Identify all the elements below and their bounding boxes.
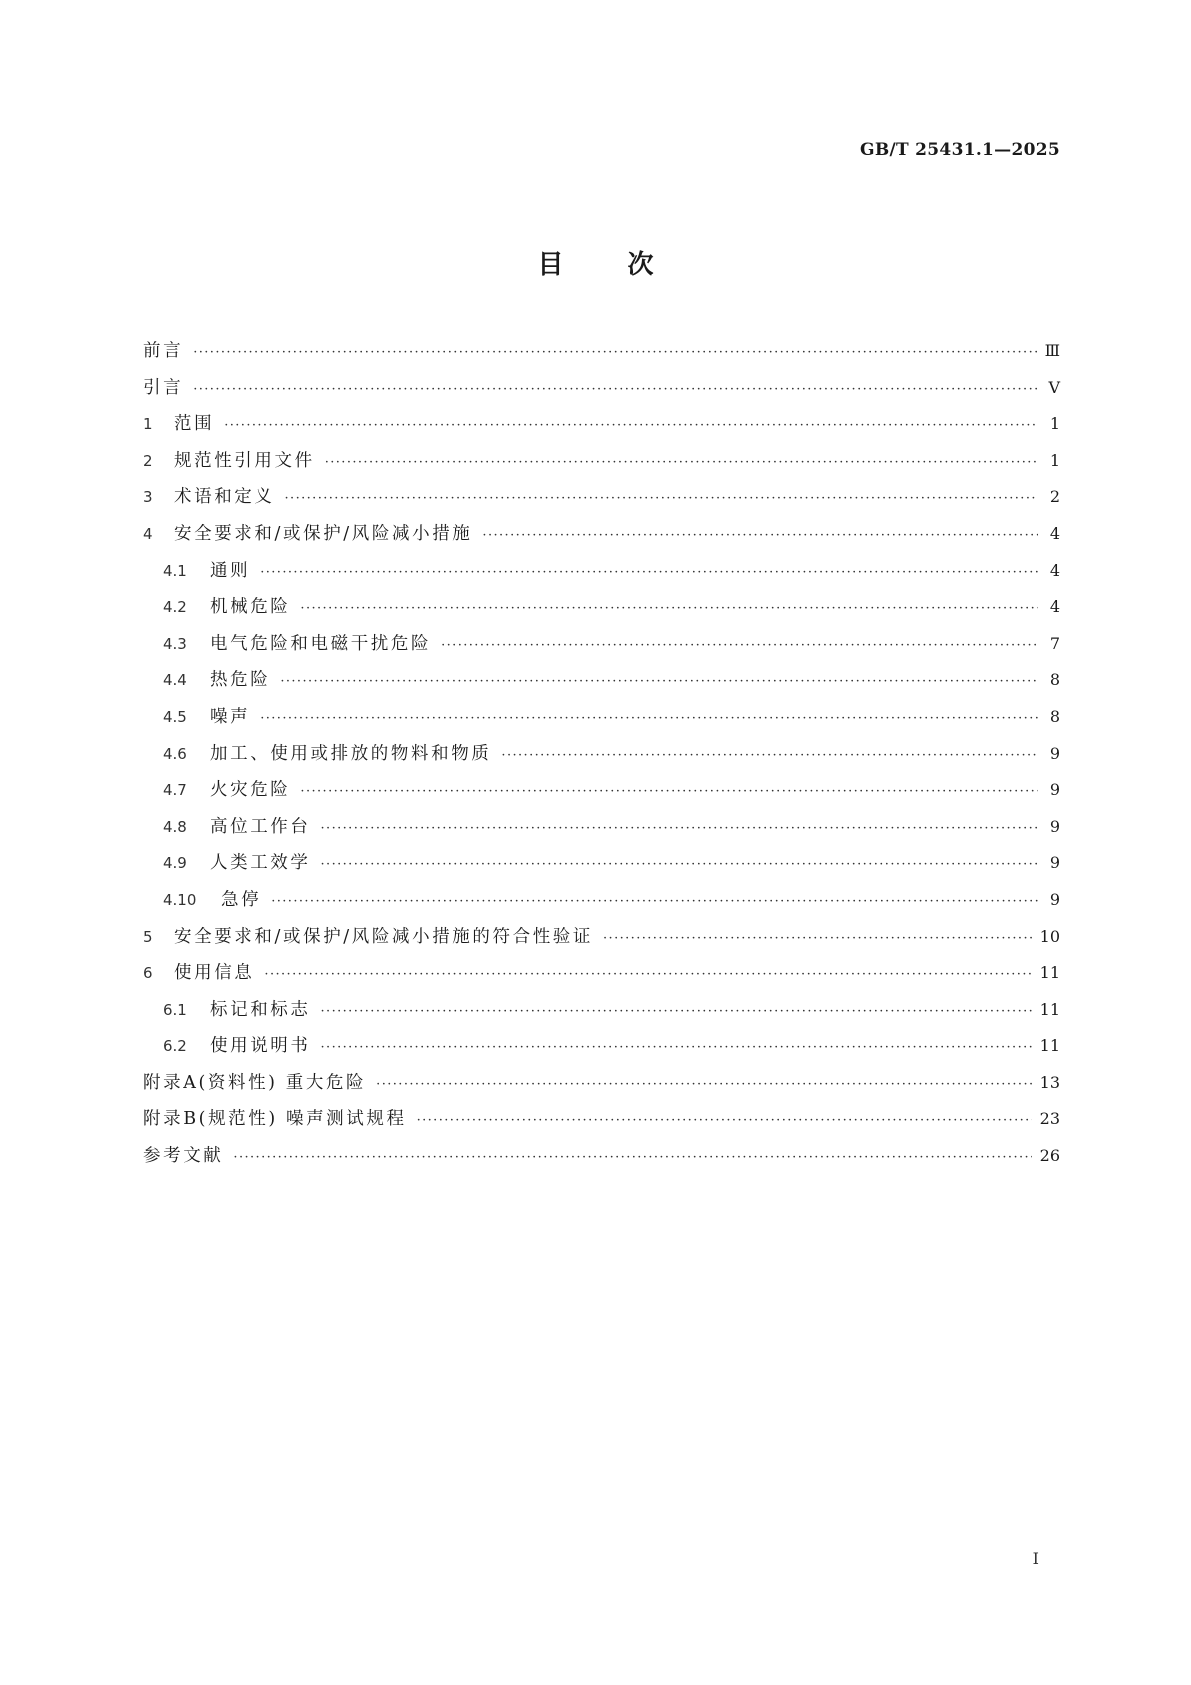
toc-entry[interactable] <box>143 520 1060 557</box>
toc-entry-label: 火灾危险 <box>210 780 291 801</box>
toc-leader-dots <box>482 528 1038 543</box>
toc-entry[interactable] <box>143 849 1060 886</box>
toc-entry-page: 4 <box>1049 560 1060 580</box>
toc-entry-page: 26 <box>1039 1146 1060 1166</box>
toc-entry[interactable] <box>143 593 1060 630</box>
toc-entry-number: 4.8 <box>163 817 187 836</box>
toc-entry-label: 加工、使用或排放的物料和物质 <box>210 743 492 764</box>
toc-entry-page: 4 <box>1049 597 1060 617</box>
toc-entry-label: 规范性引用文件 <box>174 450 315 471</box>
toc-entry[interactable] <box>143 813 1060 850</box>
toc-leader-dots <box>260 711 1038 726</box>
toc-entry-page: 11 <box>1039 1036 1060 1056</box>
toc-entry-number: 4.2 <box>163 598 187 617</box>
table-of-contents <box>143 337 1060 1179</box>
toc-leader-dots <box>300 601 1038 616</box>
standard-number: GB/T 25431.1—2025 <box>860 140 1060 160</box>
toc-leader-dots <box>280 674 1038 689</box>
toc-leader-dots <box>376 1077 1031 1092</box>
toc-entry-number: 4 <box>143 524 153 543</box>
toc-entry-page: Ⅴ <box>1048 377 1060 397</box>
toc-entry-page: 11 <box>1039 999 1060 1019</box>
toc-entry-page: 9 <box>1049 889 1060 909</box>
toc-entry-label: 使用说明书 <box>210 1036 311 1057</box>
toc-entry-number: 4.4 <box>163 671 187 690</box>
toc-entry[interactable] <box>143 447 1060 484</box>
toc-entry-label: 术语和定义 <box>174 487 275 508</box>
toc-entry-page: Ⅲ <box>1044 341 1060 360</box>
page-number: Ⅰ <box>1032 1549 1039 1568</box>
toc-entry-page: 2 <box>1049 487 1060 507</box>
toc-entry-page: 7 <box>1049 633 1060 653</box>
toc-entry-page: 8 <box>1049 670 1060 690</box>
toc-entry-number: 5 <box>143 927 153 946</box>
toc-entry-label: 机械危险 <box>210 597 291 618</box>
toc-entry[interactable] <box>143 1069 1060 1106</box>
toc-entry-number: 4.9 <box>163 854 187 873</box>
toc-entry-number: 4.10 <box>163 890 197 909</box>
toc-entry-page: 8 <box>1049 706 1060 726</box>
toc-entry[interactable] <box>143 410 1060 447</box>
toc-leader-dots <box>233 1150 1031 1165</box>
toc-entry[interactable] <box>143 776 1060 813</box>
toc-entry-number: 1 <box>143 415 153 434</box>
toc-entry[interactable] <box>143 740 1060 777</box>
toc-entry-label: 急停 <box>221 889 262 910</box>
toc-entry-number: 6 <box>143 964 153 983</box>
toc-entry[interactable] <box>143 337 1060 374</box>
toc-entry[interactable] <box>143 1142 1060 1179</box>
toc-entry-label: 人类工效学 <box>210 853 311 874</box>
toc-leader-dots <box>325 455 1038 470</box>
toc-entry-number: 4.1 <box>163 561 187 580</box>
toc-entry-page: 9 <box>1049 853 1060 873</box>
toc-entry-number: 2 <box>143 451 153 470</box>
toc-entry[interactable] <box>143 374 1060 411</box>
page-title: 目次 <box>537 250 718 280</box>
toc-entry-label: 标记和标志 <box>210 999 311 1020</box>
toc-entry-number: 4.3 <box>163 634 187 653</box>
toc-entry-page: 9 <box>1049 743 1060 763</box>
toc-entry-page: 4 <box>1049 523 1060 543</box>
toc-entry-label: 附录A(资料性) 重大危险 <box>143 1072 367 1093</box>
toc-entry[interactable] <box>143 959 1060 996</box>
toc-entry-label: 热危险 <box>210 670 271 691</box>
toc-entry-page: 10 <box>1039 926 1060 946</box>
toc-entry[interactable] <box>143 666 1060 703</box>
toc-entry-label: 安全要求和/或保护/风险减小措施 <box>174 523 473 544</box>
toc-entry[interactable] <box>143 483 1060 520</box>
toc-entry-page: 1 <box>1049 450 1060 470</box>
toc-entry-number: 4.5 <box>163 707 187 726</box>
toc-leader-dots <box>300 784 1038 799</box>
toc-entry-label: 范围 <box>174 414 215 435</box>
toc-entry-number: 4.6 <box>163 744 187 763</box>
toc-entry[interactable] <box>143 557 1060 594</box>
toc-entry[interactable] <box>143 703 1060 740</box>
toc-leader-dots <box>285 491 1039 506</box>
toc-leader-dots <box>501 748 1038 763</box>
toc-entry-page: 9 <box>1049 816 1060 836</box>
toc-entry[interactable] <box>143 923 1060 960</box>
toc-entry-label: 使用信息 <box>174 963 255 984</box>
toc-entry[interactable] <box>143 996 1060 1033</box>
toc-entry[interactable] <box>143 630 1060 667</box>
toc-entry[interactable] <box>143 1105 1060 1142</box>
toc-entry-label: 参考文献 <box>143 1146 224 1167</box>
toc-entry-label: 引言 <box>143 377 184 398</box>
toc-entry-label: 安全要求和/或保护/风险减小措施的符合性验证 <box>174 926 593 947</box>
toc-leader-dots <box>264 967 1031 982</box>
toc-leader-dots <box>193 345 1036 360</box>
toc-leader-dots <box>193 382 1038 397</box>
toc-leader-dots <box>321 1004 1032 1019</box>
toc-entry-page: 9 <box>1049 780 1060 800</box>
toc-leader-dots <box>417 1113 1032 1128</box>
toc-leader-dots <box>321 821 1039 836</box>
toc-entry-number: 3 <box>143 488 153 507</box>
toc-leader-dots <box>603 931 1032 946</box>
toc-leader-dots <box>321 857 1039 872</box>
toc-entry-label: 高位工作台 <box>210 816 311 837</box>
toc-entry-label: 附录B(规范性) 噪声测试规程 <box>143 1109 407 1130</box>
toc-entry-label: 电气危险和电磁干扰危险 <box>210 633 432 654</box>
toc-leader-dots <box>260 565 1038 580</box>
toc-entry-number: 4.7 <box>163 781 187 800</box>
toc-leader-dots <box>224 418 1038 433</box>
toc-entry-number: 6.1 <box>163 1000 187 1019</box>
toc-entry-page: 1 <box>1049 414 1060 434</box>
toc-entry-label: 噪声 <box>210 706 251 727</box>
toc-entry-label: 通则 <box>210 560 251 581</box>
toc-leader-dots <box>441 638 1038 653</box>
toc-leader-dots <box>321 1040 1032 1055</box>
toc-entry-label: 前言 <box>143 341 184 361</box>
toc-leader-dots <box>271 894 1038 909</box>
toc-entry-page: 13 <box>1039 1072 1060 1092</box>
toc-entry-number: 6.2 <box>163 1037 187 1056</box>
toc-entry[interactable] <box>143 1032 1060 1069</box>
toc-entry[interactable] <box>143 886 1060 923</box>
toc-entry-page: 11 <box>1039 963 1060 983</box>
toc-entry-page: 23 <box>1039 1109 1060 1129</box>
